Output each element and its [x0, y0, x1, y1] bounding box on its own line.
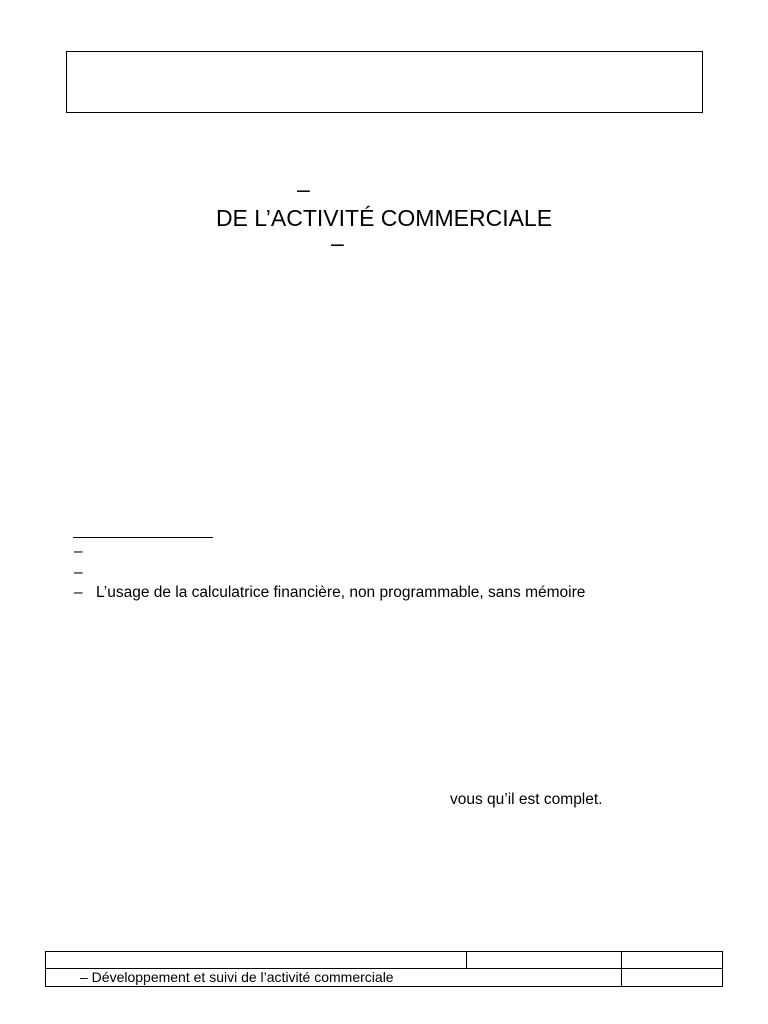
footer-cell-subject — [46, 969, 622, 986]
header-box — [66, 51, 703, 113]
list-bullet: – — [74, 563, 83, 581]
footer-cell-r1c1 — [46, 952, 467, 969]
footer-cell-r1c2 — [467, 952, 622, 969]
title-dash-above: – — [297, 176, 310, 202]
list-item — [74, 583, 585, 604]
list-item — [74, 542, 585, 563]
footer-cell-r2c3 — [622, 969, 722, 986]
underline-rule — [73, 537, 213, 538]
title-dash-below: – — [331, 230, 344, 256]
instructions-list — [74, 542, 585, 604]
list-bullet: – — [74, 584, 83, 601]
list-bullet: – — [74, 543, 83, 560]
footer-table — [45, 951, 723, 987]
footer-cell-r1c3 — [622, 952, 722, 969]
footer-subject-text: – Développement et suivi de l’activité commerciale — [80, 969, 394, 985]
list-item-text: L’usage de la calculatrice financière, non programmable, sans mémoire — [96, 584, 586, 601]
page-title: DE L’ACTIVITÉ COMMERCIALE — [215, 205, 553, 231]
completeness-note: vous qu’il est complet. — [450, 791, 603, 808]
list-item — [74, 563, 585, 584]
